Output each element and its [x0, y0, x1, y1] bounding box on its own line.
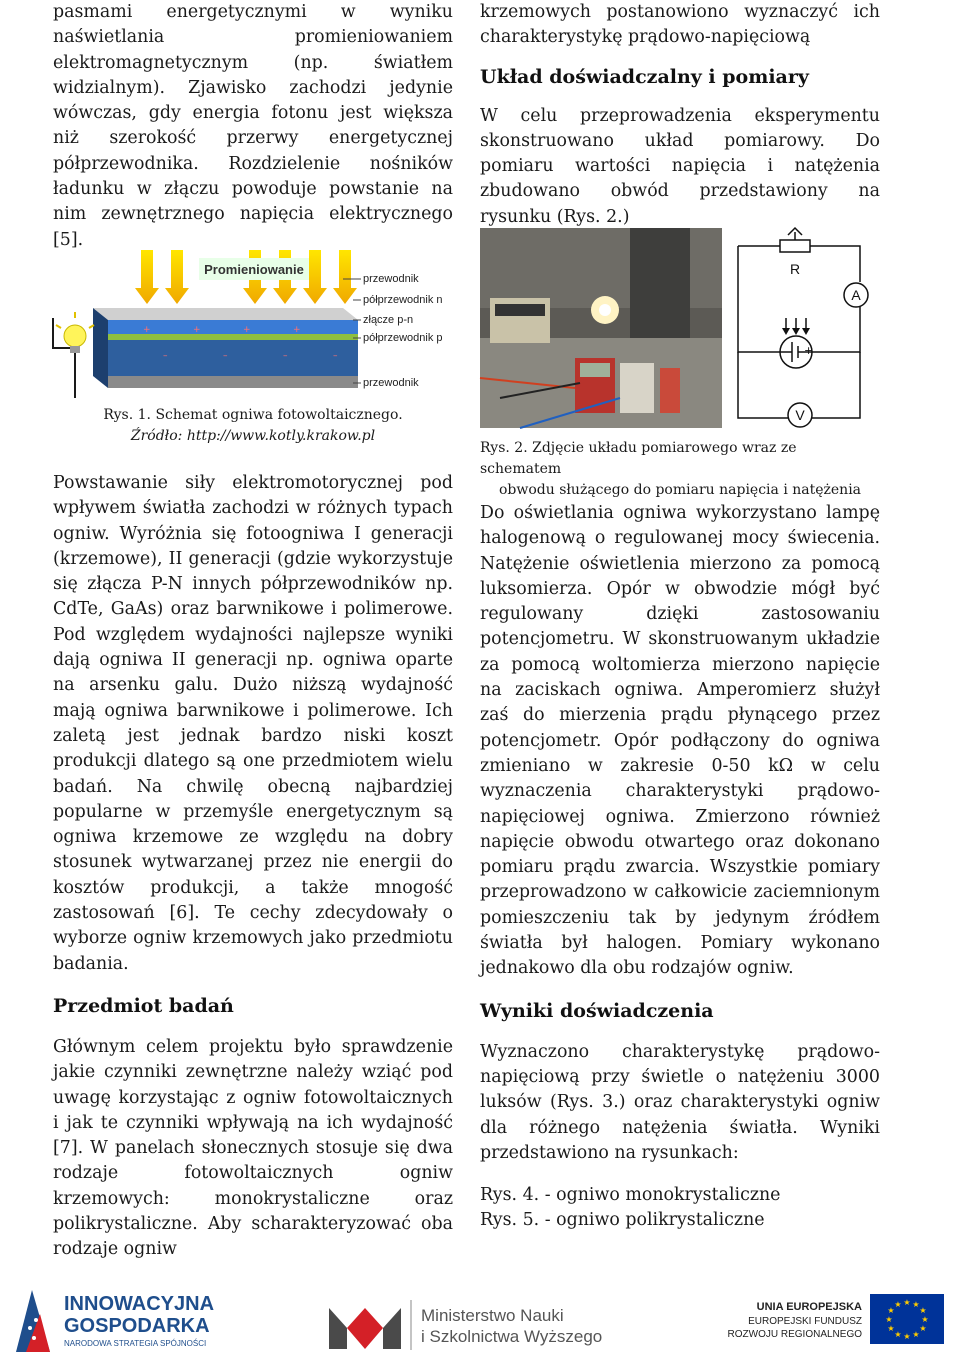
ig-line2: GOSPODARKA — [64, 1315, 210, 1337]
figure-1-caption — [53, 405, 453, 447]
fig1-caption-line1: Rys. 1. Schemat ogniwa fotowoltaicznego. — [103, 407, 403, 423]
right-paragraph-3: Do oświetlania ogniwa wykorzystano lampę halogenową o regulowanej mocy świecenia. Natężenie oświetlenia mierzono za pomocą luksomierza. Opór w obwodzie mógł być regulowany dzięki zastosowaniu potencjometru. W skonstruowanym układzie za pomocą woltomierza mierzono napięcie na zaciskach ogniwa. Amperomierz służył zaś do mierzenia prądu płynącego przez potencjometr. Opór podłączony do ogniwa zmieniano w zakresie 0-50 kΩ w celu wyznaczenia charakterystyki prądowo-napięciowej ogniwa. Zmierzono również napięcie obwodu otwartego oraz dokonano pomiaru prądu zwarcia. Wszystkie pomiary przeprowadzono w całkowicie zaciemnionym pomieszczeniu tak by jedynym źródłem światła był halogen. Pomiary wykonano jednakowo dla obu rodzajów ogniw. — [480, 503, 880, 979]
svg-text:★: ★ — [919, 1324, 927, 1333]
svg-text:★: ★ — [912, 1300, 920, 1309]
svg-text:–: – — [223, 351, 228, 361]
solar-cell-schematic — [53, 248, 455, 398]
svg-text:★: ★ — [885, 1315, 893, 1324]
left-column — [53, 0, 453, 253]
mnisw-logo — [325, 1294, 615, 1354]
svg-text:★: ★ — [903, 1332, 911, 1341]
svg-text:–: – — [283, 351, 288, 361]
right-paragraph-4: Wyznaczono charakterystykę prądowo-napięciową przy świetle o natężeniu 3000 luksów (Rys. 3.) oraz charakterystyki ogniw dla różnego natężenia światła. Wyniki przedstawiono na rysunkach: — [480, 1041, 880, 1163]
section-heading-przedmiot: Przedmiot badań — [53, 994, 234, 1017]
svg-text:★: ★ — [894, 1300, 902, 1309]
photo-illustration — [480, 228, 722, 428]
figure-2-caption — [480, 438, 880, 501]
bulb-icon — [56, 312, 94, 353]
mnisw-line1: Ministerstwo Nauki — [421, 1306, 564, 1325]
p-layer — [108, 340, 358, 376]
svg-text:–: – — [333, 351, 338, 361]
svg-text:★: ★ — [912, 1330, 920, 1339]
svg-text:+: + — [193, 325, 201, 335]
svg-text:★: ★ — [921, 1315, 929, 1324]
svg-text:+: + — [804, 344, 814, 357]
right-paragraph-1: krzemowych postanowiono wyznaczyć ich charakterystykę prądowo-napięciową — [480, 2, 880, 48]
circuit-schematic — [730, 228, 880, 433]
fig1-source: Źródło: http://www.kotly.krakow.pl — [130, 428, 376, 444]
fig2-caption-line1: Rys. 2. Zdjęcie układu pomiarowego wraz ze schematem — [480, 440, 797, 477]
svg-text:–: – — [163, 351, 168, 361]
measurement-setup-photo — [480, 228, 722, 428]
figure-1-solar-cell-diagram — [53, 248, 455, 398]
right-column-top — [480, 0, 880, 230]
svg-text:+: + — [143, 325, 151, 335]
voltmeter-label: V — [795, 407, 805, 423]
section-heading-wyniki: Wyniki doświadczenia — [480, 999, 714, 1022]
left-paragraph-1: pasmami energetycznymi w wyniku naświetlania promieniowaniem elektromagnetycznym (np. światłem widzialnym). Zjawisko zachodzi jedynie wówczas, gdy energia fotonu jest większa niż szerokość przerwy energetycznej półprzewodnika. Rozdzielenie nośników ładunku w złączu powoduje powstanie na nim zewnętrznego napięcia elektrycznego [5]. — [53, 2, 453, 250]
svg-text:★: ★ — [887, 1306, 895, 1315]
left-paragraph-3: Głównym celem projektu było sprawdzenie jakie czynniki zewnętrzne należy wziąć pod uwagę korzystając z ogniw fotowoltaicznych i jak te czynniki wpływają na ich wydajność [7]. W panelach słonecznych stosuje się dwa rodzaje fotowoltaicznych ogniw krzemowych: monokrystaliczne oraz polikrystaliczne. Aby scharakteryzować oba rodzaje ogniw — [53, 1036, 453, 1260]
label-semiconductor-p: półprzewodnik p — [363, 332, 443, 344]
left-paragraph-2: Powstawanie siły elektromotorycznej pod wpływem światła zachodzi w różnych typach ogniw. Wyróżnia się fotoogniwa I generacji (krzemowe), II generacji (gdzie wykorzystuje się złącza P-N innych półprzewodników np. CdTe, GaAs) oraz barwnikowe i polimerowe. Pod względem wydajności najlepsze wyniki dają ogniwa II generacji np. ogniwa oparte na arsenku galu. Dużo niższą wydajność mają ogniwa barwnikowe i polimerowe. Ich zaletą jest jednak bardzo niski koszt produkcji dlatego są one przedmiotem wielu badań. Na chwilę obecną najbardziej popularne w przemyśle energetycznym są ogniwa krzemowe ze względu na dobry stosunek wytwarzanej przez nie energii do kosztów produkcji, a także mnogość zastosowań [6]. Te cechy zdecydowały o wyborze ogniw krzemowych jako przedmiotu badania. — [53, 473, 453, 974]
label-semiconductor-n: półprzewodnik n — [363, 294, 443, 306]
list-item: Rys. 5. - ogniwo polikrystaliczne — [480, 1210, 765, 1231]
svg-text:★: ★ — [887, 1324, 895, 1333]
svg-text:★: ★ — [919, 1306, 927, 1315]
footer-logos — [0, 1278, 960, 1366]
top-conductor — [93, 308, 358, 320]
ig-line3: NARODOWA STRATEGIA SPÓJNOŚCI — [64, 1339, 207, 1348]
svg-text:★: ★ — [894, 1330, 902, 1339]
eu-line2: EUROPEJSKI FUNDUSZ — [748, 1316, 862, 1327]
label-pn-junction: złącze p-n — [363, 314, 414, 326]
ammeter-label: A — [851, 287, 861, 303]
right-paragraph-2: W celu przeprowadzenia eksperymentu skonstruowano układ pomiarowy. Do pomiaru wartości napięcia i natężenia zbudowano obwód przedstawiony na rysunku (Rys. 2.) — [480, 105, 880, 227]
mnisw-line2: i Szkolnictwa Wyższego — [421, 1327, 603, 1346]
label-conductor-top: przewodnik — [363, 273, 419, 285]
eu-line3: ROZWOJU REGIONALNEGO — [727, 1329, 862, 1340]
eu-logo — [727, 1294, 956, 1354]
circuit-svg — [730, 228, 880, 433]
svg-text:+: + — [243, 325, 251, 335]
eu-line1: UNIA EUROPEJSKA — [756, 1301, 862, 1313]
figure-list — [480, 1183, 880, 1234]
bottom-conductor — [108, 376, 358, 388]
fig2-caption-line2: obwodu służącego do pomiaru napięcia i natężenia — [498, 482, 862, 498]
svg-text:★: ★ — [903, 1298, 911, 1307]
right-body — [480, 501, 880, 1234]
fig1-caption-line2 — [53, 426, 453, 447]
section-heading-uklad: Układ doświadczalny i pomiary — [480, 65, 809, 88]
ig-line1: INNOWACYJNA — [64, 1293, 215, 1315]
svg-text:+: + — [293, 325, 301, 335]
label-conductor-bottom: przewodnik — [363, 377, 419, 389]
resistor-label: R — [789, 261, 801, 277]
banner-label: Promieniowanie — [204, 262, 304, 277]
list-item: Rys. 4. - ogniwo monokrystaliczne — [480, 1185, 781, 1206]
innowacyjna-gospodarka-logo — [10, 1284, 230, 1364]
left-body — [53, 471, 453, 1263]
